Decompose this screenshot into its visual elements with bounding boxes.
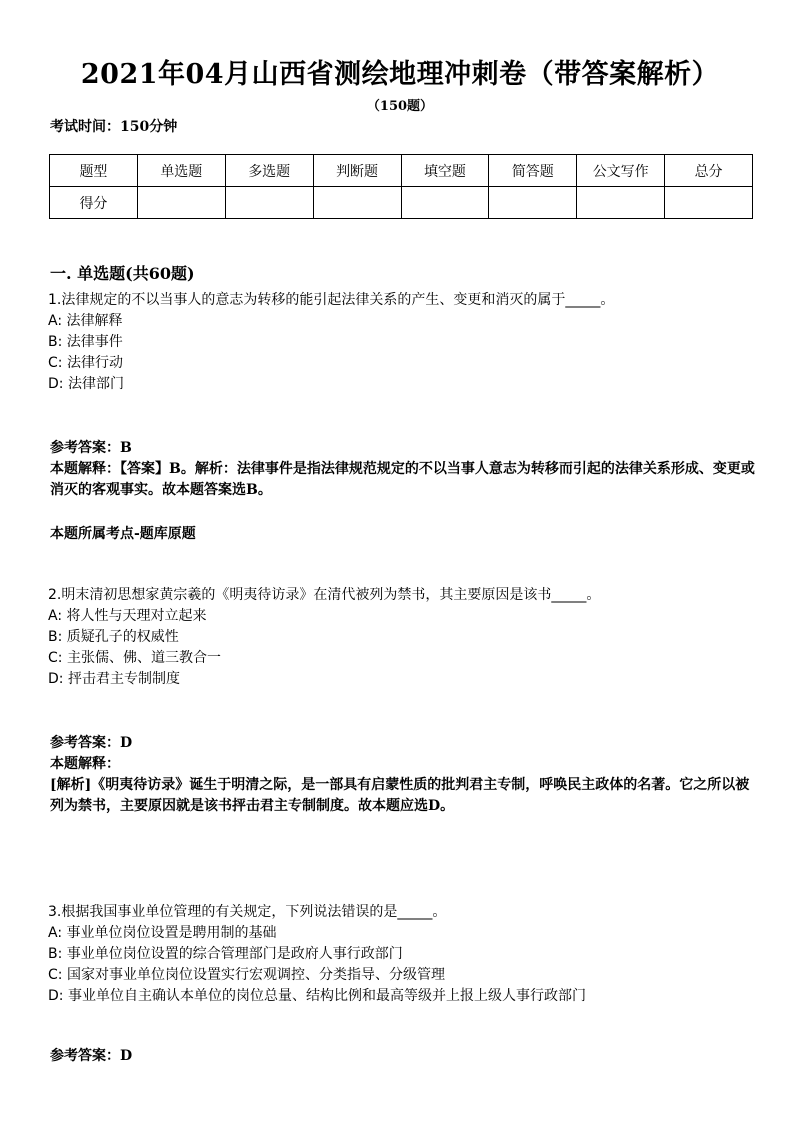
answer-block-1 xyxy=(50,438,756,501)
score-table-header-row xyxy=(50,155,753,187)
answer: 参考答案：D xyxy=(50,735,133,751)
explanation: 本题解释：【答案】B。解析：法律事件是指法律规范规定的不以当事人意志为转移而引起的法律关系形成、变更或消灭的客观事实。故本题答案选B。 xyxy=(50,461,755,498)
question-1 xyxy=(48,290,758,395)
option-c: C: 主张儒、佛、道三教合一 xyxy=(48,650,221,666)
option-a: A: 将人性与天理对立起来 xyxy=(48,608,207,624)
option-a: A: 法律解释 xyxy=(48,313,123,329)
answer: 参考答案：B xyxy=(50,440,132,456)
score-header-cell: 公文写作 xyxy=(577,155,665,187)
option-d: D: 抨击君主专制制度 xyxy=(48,671,180,687)
score-header-cell: 总分 xyxy=(665,155,753,187)
section-title: 一. 单选题(共60题) xyxy=(50,264,195,283)
option-a: A: 事业单位岗位设置是聘用制的基础 xyxy=(48,925,277,941)
score-header-cell: 单选题 xyxy=(137,155,225,187)
document-title: 2021年04月山西省测绘地理冲刺卷（带答案解析） xyxy=(80,59,720,90)
score-cell xyxy=(225,187,313,219)
score-cell xyxy=(489,187,577,219)
exam-time: 考试时间：150分钟 xyxy=(50,119,178,135)
question-count: （150题） xyxy=(366,99,434,114)
question-text: 3.根据我国事业单位管理的有关规定，下列说法错误的是_____。 xyxy=(48,904,447,920)
option-d: D: 法律部门 xyxy=(48,376,124,392)
question-2 xyxy=(48,585,758,690)
question-text: 2.明末清初思想家黄宗羲的《明夷待访录》在清代被列为禁书，其主要原因是该书_____。 xyxy=(48,587,601,603)
explanation: [解析]《明夷待访录》诞生于明清之际，是一部具有启蒙性质的批判君主专制，呼唤民主政体的名著。它之所以被列为禁书，主要原因就是该书抨击君主专制制度。故本题应选D。 xyxy=(50,777,750,814)
score-cell xyxy=(137,187,225,219)
score-header-cell: 题型 xyxy=(50,155,138,187)
answer: 参考答案：D xyxy=(50,1048,133,1064)
answer-block-3 xyxy=(50,1046,756,1067)
question-source-note: 本题所属考点-题库原题 xyxy=(50,526,196,542)
option-b: B: 法律事件 xyxy=(48,334,123,350)
score-table xyxy=(49,154,753,219)
option-c: C: 国家对事业单位岗位设置实行宏观调控、分类指导、分级管理 xyxy=(48,967,445,983)
score-cell xyxy=(577,187,665,219)
question-3 xyxy=(48,902,758,1007)
score-row-label: 得分 xyxy=(50,187,138,219)
score-header-cell: 填空题 xyxy=(401,155,489,187)
explanation-label: 本题解释： xyxy=(50,756,120,772)
score-header-cell: 多选题 xyxy=(225,155,313,187)
option-b: B: 事业单位岗位设置的综合管理部门是政府人事行政部门 xyxy=(48,946,403,962)
score-table-score-row xyxy=(50,187,753,219)
option-b: B: 质疑孔子的权威性 xyxy=(48,629,179,645)
score-cell xyxy=(313,187,401,219)
score-header-cell: 简答题 xyxy=(489,155,577,187)
score-cell xyxy=(665,187,753,219)
score-cell xyxy=(401,187,489,219)
option-c: C: 法律行动 xyxy=(48,355,123,371)
answer-block-2 xyxy=(50,733,756,817)
score-header-cell: 判断题 xyxy=(313,155,401,187)
question-text: 1.法律规定的不以当事人的意志为转移的能引起法律关系的产生、变更和消灭的属于_____。 xyxy=(48,292,615,308)
option-d: D: 事业单位自主确认本单位的岗位总量、结构比例和最高等级并上报上级人事行政部门 xyxy=(48,988,586,1004)
